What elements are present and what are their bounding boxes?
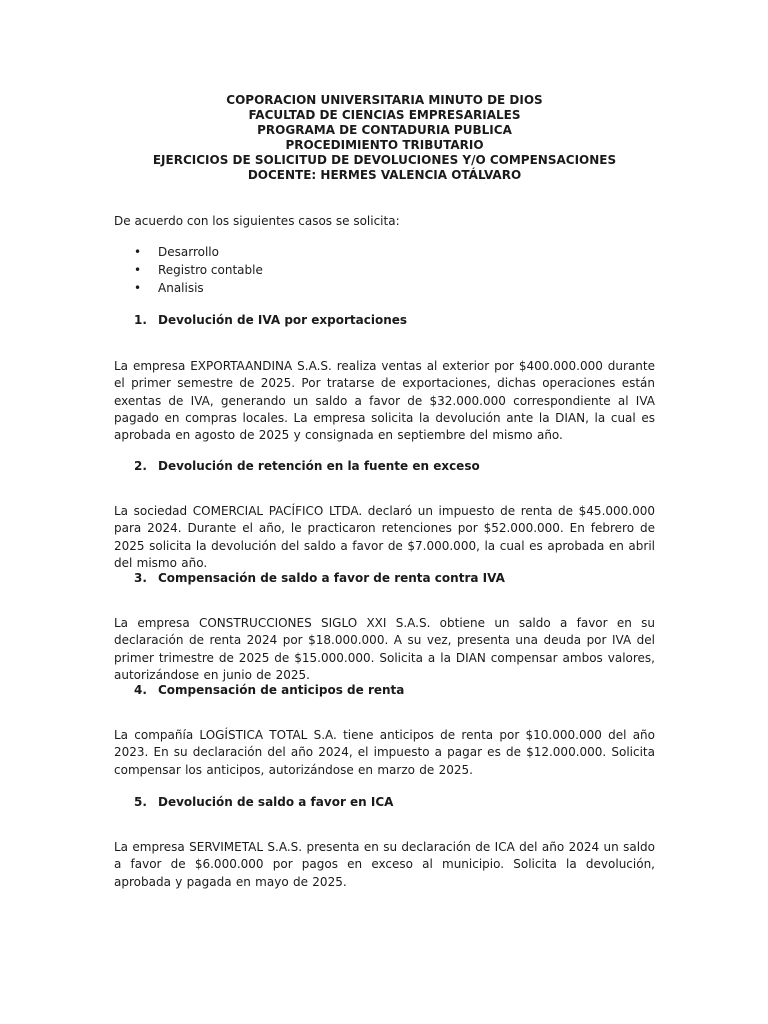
case-heading-3 xyxy=(114,570,505,586)
case-number: 2. xyxy=(134,459,147,473)
case-number: 3. xyxy=(134,571,147,585)
case-heading-5 xyxy=(114,794,393,810)
list-item: • Desarrollo xyxy=(114,244,263,262)
case-body-3: La empresa CONSTRUCCIONES SIGLO XXI S.A.S. obtiene un saldo a favor en su declaración de renta 2024 por $18.000.000. A su vez, presenta una deuda por IVA del primer trimestre de 2025 de $15.000.000. Solicita a la DIAN compensar ambos valores, autorizándose en junio de 2025. xyxy=(114,616,655,682)
program-name: PROGRAMA DE CONTADURIA PUBLICA xyxy=(257,123,512,137)
requirements-list xyxy=(114,244,263,298)
case-title: Devolución de retención en la fuente en exceso xyxy=(158,459,480,473)
case-number: 4. xyxy=(134,683,147,697)
case-heading-1 xyxy=(114,312,407,328)
case-heading-4 xyxy=(114,682,404,698)
case-body-2: La sociedad COMERCIAL PACÍFICO LTDA. declaró un impuesto de renta de $45.000.000 para 2024. Durante el año, le practicaron retenciones por $52.000.000. En febrero de 2025 solicita la devolución del saldo a favor de $7.000.000, la cual es aprobada en abril del mismo año. xyxy=(114,504,655,570)
faculty-name: FACULTAD DE CIENCIAS EMPRESARIALES xyxy=(248,108,521,122)
case-body-1: La empresa EXPORTAANDINA S.A.S. realiza ventas al exterior por $400.000.000 durante el primer semestre de 2025. Por tratarse de exportaciones, dichas operaciones están exentas de IVA, generando un saldo a favor de $32.000.000 correspondiente al IVA pagado en compras locales. La empresa solicita la devolución ante la DIAN, la cual es aprobada en agosto de 2025 y consignada en septiembre del mismo año. xyxy=(114,359,655,443)
document-title: EJERCICIOS DE SOLICITUD DE DEVOLUCIONES Y/O COMPENSACIONES xyxy=(152,153,617,167)
case-body-5: La empresa SERVIMETAL S.A.S. presenta en su declaración de ICA del año 2024 un saldo a favor de $6.000.000 por pagos en exceso al municipio. Solicita la devolución, aprobada y pagada en mayo de 2025. xyxy=(114,840,655,889)
teacher-name: DOCENTE: HERMES VALENCIA OTÁLVARO xyxy=(247,168,522,182)
case-heading-2 xyxy=(114,458,480,474)
case-body-4: La compañía LOGÍSTICA TOTAL S.A. tiene anticipos de renta por $10.000.000 del año 2023. En su declaración del año 2024, el impuesto a pagar es de $12.000.000. Solicita compensar los anticipos, autorizándose en marzo de 2025. xyxy=(114,728,655,777)
list-item: • Analisis xyxy=(114,280,263,298)
case-title: Devolución de saldo a favor en ICA xyxy=(158,795,394,809)
case-number: 5. xyxy=(134,795,147,809)
list-item: • Registro contable xyxy=(114,262,263,280)
course-name: PROCEDIMIENTO TRIBUTARIO xyxy=(285,138,484,152)
case-number: 1. xyxy=(134,313,147,327)
case-title: Devolución de IVA por exportaciones xyxy=(158,313,408,327)
document-header xyxy=(114,93,655,183)
case-title: Compensación de anticipos de renta xyxy=(158,683,405,697)
intro-text: De acuerdo con los siguientes casos se solicita: xyxy=(114,214,400,228)
institution-name: COPORACION UNIVERSITARIA MINUTO DE DIOS xyxy=(226,93,543,107)
case-title: Compensación de saldo a favor de renta contra IVA xyxy=(158,571,505,585)
